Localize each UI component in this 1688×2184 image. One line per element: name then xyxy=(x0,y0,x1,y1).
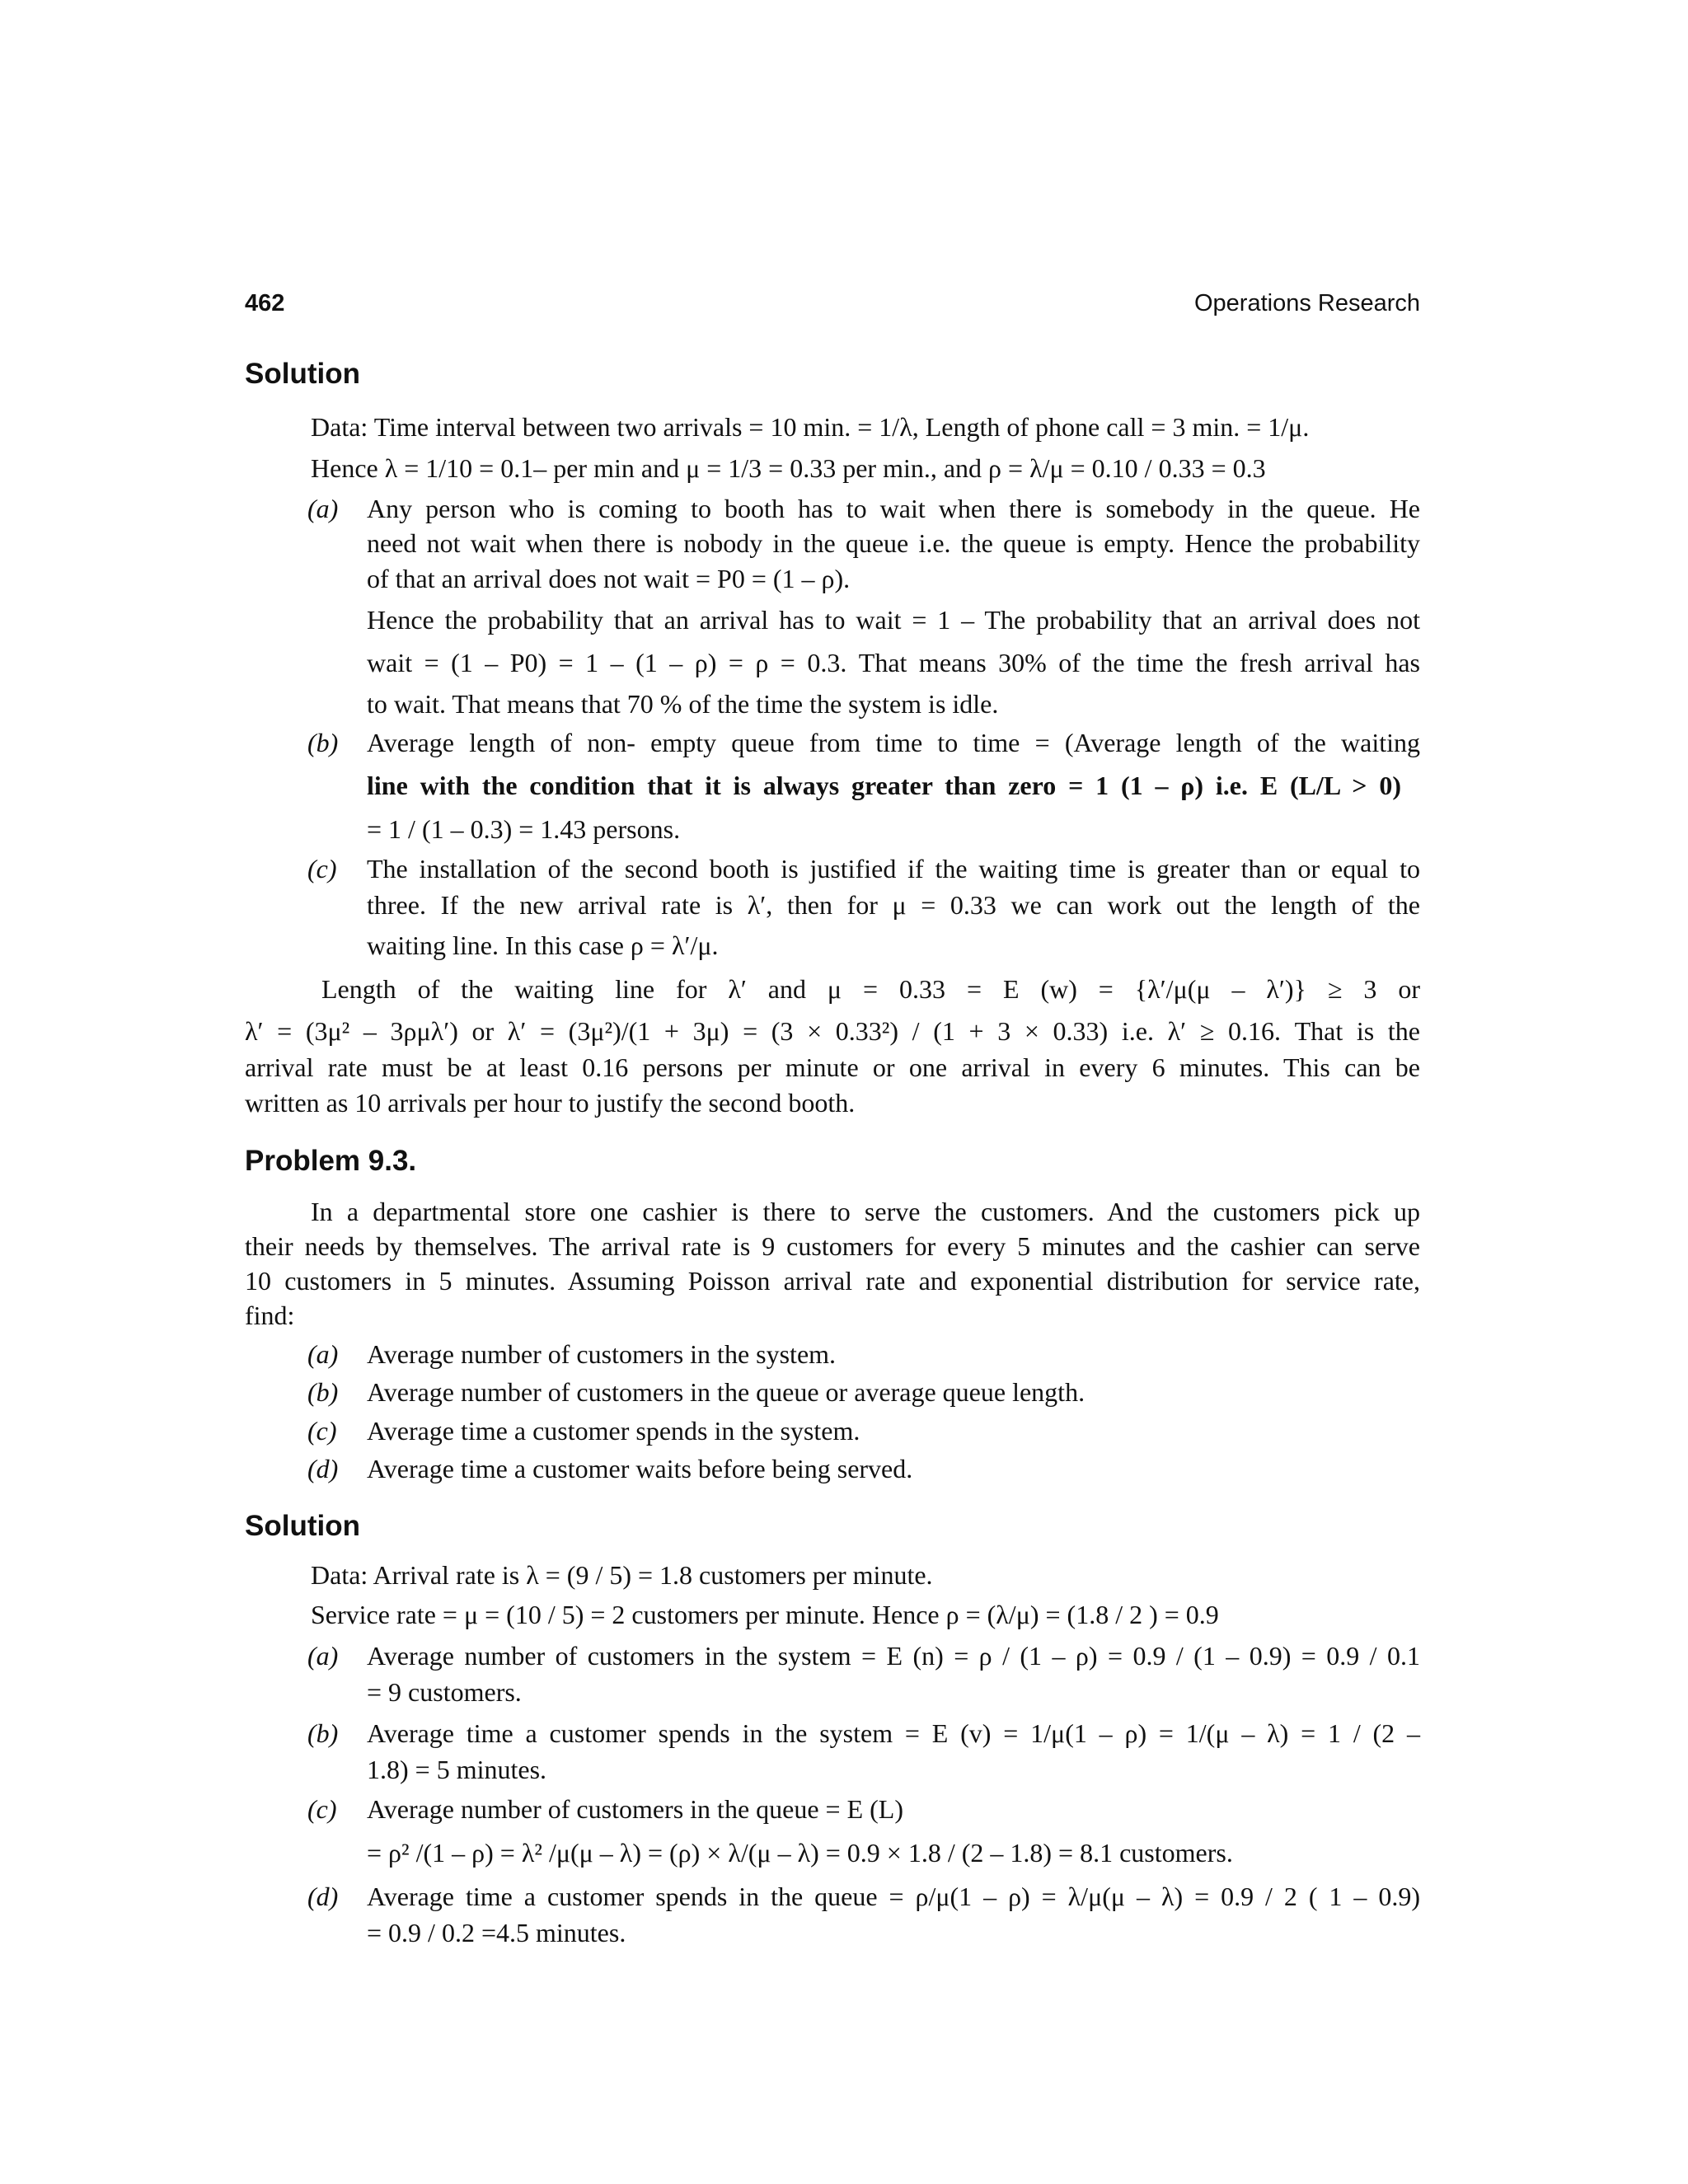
item-label: (b) xyxy=(307,1377,339,1407)
item-label: (a) xyxy=(307,1339,339,1369)
text-line: = ρ² /(1 – ρ) = λ² /μ(μ – λ) = (ρ) × λ/(μ – λ) = 0.9 × 1.8 / (2 – 1.8) = 8.1 customers. xyxy=(367,1838,1233,1868)
text-line: Length of the waiting line for λ′ and μ = 0.33 = E (w) = {λ′/μ(μ – λ′)} ≥ 3 or xyxy=(321,974,1420,1004)
list-item: Average number of customers in the system. xyxy=(367,1339,837,1369)
text-line: their needs by themselves. The arrival rate is 9 customers for every 5 minutes and the cashier can serve xyxy=(245,1231,1420,1261)
item-label: (b) xyxy=(307,1718,339,1748)
item-label: (d) xyxy=(307,1454,339,1483)
list-item: Average time a customer spends in the system. xyxy=(367,1416,860,1446)
text-line: written as 10 arrivals per hour to justify the second booth. xyxy=(245,1088,856,1118)
text-line: Average length of non- empty queue from time to time = (Average length of the waiting xyxy=(367,728,1420,757)
list-item: Average time a customer waits before being served. xyxy=(367,1454,913,1483)
text-line: = 9 customers. xyxy=(367,1677,522,1707)
item-label: (d) xyxy=(307,1882,339,1911)
text-line: Hence λ = 1/10 = 0.1– per min and μ = 1/3 = 0.33 per min., and ρ = λ/μ = 0.10 / 0.33 = 0.3 xyxy=(311,453,1266,483)
text-line: = 0.9 / 0.2 =4.5 minutes. xyxy=(367,1918,626,1947)
text-line: Data: Time interval between two arrivals = 10 min. = 1/λ, Length of phone call = 3 min. = 1/μ. xyxy=(311,412,1310,442)
text-line: Average number of customers in the system = E (n) = ρ / (1 – ρ) = 0.9 / (1 – 0.9) = 0.9 / 0.1 xyxy=(367,1641,1420,1671)
text-line: wait = (1 – P0) = 1 – (1 – ρ) = ρ = 0.3. That means 30% of the time the fresh arrival has xyxy=(367,648,1420,677)
text-line: Hence the probability that an arrival has to wait = 1 – The probability that an arrival does not xyxy=(367,605,1420,635)
text-line: 10 customers in 5 minutes. Assuming Poisson arrival rate and exponential distribution for service rate, xyxy=(245,1266,1420,1296)
text-line: Average number of customers in the queue = E (L) xyxy=(367,1794,903,1824)
text-line: Data: Arrival rate is λ = (9 / 5) = 1.8 customers per minute. xyxy=(311,1560,933,1590)
solution-heading: Solution xyxy=(245,358,360,390)
text-line: 1.8) = 5 minutes. xyxy=(367,1755,547,1784)
text-line: line with the condition that it is always greater than zero = 1 (1 – ρ) i.e. E (L/L > 0) xyxy=(367,771,1401,800)
text-line: of that an arrival does not wait = P0 = (1 – ρ). xyxy=(367,564,851,593)
item-label: (c) xyxy=(307,1794,337,1824)
text-line: three. If the new arrival rate is λ′, then for μ = 0.33 we can work out the length of the xyxy=(367,890,1420,920)
solution-heading: Solution xyxy=(245,1510,360,1542)
text-line: find: xyxy=(245,1301,295,1330)
text-line: Average time a customer spends in the queue = ρ/μ(1 – ρ) = λ/μ(μ – λ) = 0.9 / 2 ( 1 – 0.9) xyxy=(367,1882,1420,1911)
text-line: Any person who is coming to booth has to wait when there is somebody in the queue. He xyxy=(367,494,1420,523)
running-title: Operations Research xyxy=(1193,290,1420,316)
text-line: need not wait when there is nobody in the queue i.e. the queue is empty. Hence the probability xyxy=(367,528,1420,558)
problem-heading: Problem 9.3. xyxy=(245,1145,417,1177)
text-line: waiting line. In this case ρ = λ′/μ. xyxy=(367,930,719,960)
item-label: (a) xyxy=(307,1641,339,1671)
text-line: Service rate = μ = (10 / 5) = 2 customers per minute. Hence ρ = (λ/μ) = (1.8 / 2 ) = 0.9 xyxy=(311,1600,1219,1629)
list-item: Average number of customers in the queue or average queue length. xyxy=(367,1377,1085,1407)
item-label: (c) xyxy=(307,1416,337,1446)
page-number: 462 xyxy=(245,290,285,316)
text-line: = 1 / (1 – 0.3) = 1.43 persons. xyxy=(367,814,681,844)
text-line: The installation of the second booth is justified if the waiting time is greater than or equal to xyxy=(367,854,1420,883)
item-label: (c) xyxy=(307,854,337,883)
text-line: arrival rate must be at least 0.16 persons per minute or one arrival in every 6 minutes. This can be xyxy=(245,1052,1420,1082)
item-label: (b) xyxy=(307,728,339,757)
text-line: to wait. That means that 70 % of the time the system is idle. xyxy=(367,689,999,719)
text-line: λ′ = (3μ² – 3ρμλ′) or λ′ = (3μ²)/(1 + 3μ) = (3 × 0.33²) / (1 + 3 × 0.33) i.e. λ′ ≥ 0.16. That is the xyxy=(245,1016,1420,1046)
text-line: Average time a customer spends in the system = E (v) = 1/μ(1 – ρ) = 1/(μ – λ) = 1 / (2 – xyxy=(367,1718,1420,1748)
item-label: (a) xyxy=(307,494,339,523)
text-line: In a departmental store one cashier is there to serve the customers. And the customers pick up xyxy=(311,1197,1420,1226)
